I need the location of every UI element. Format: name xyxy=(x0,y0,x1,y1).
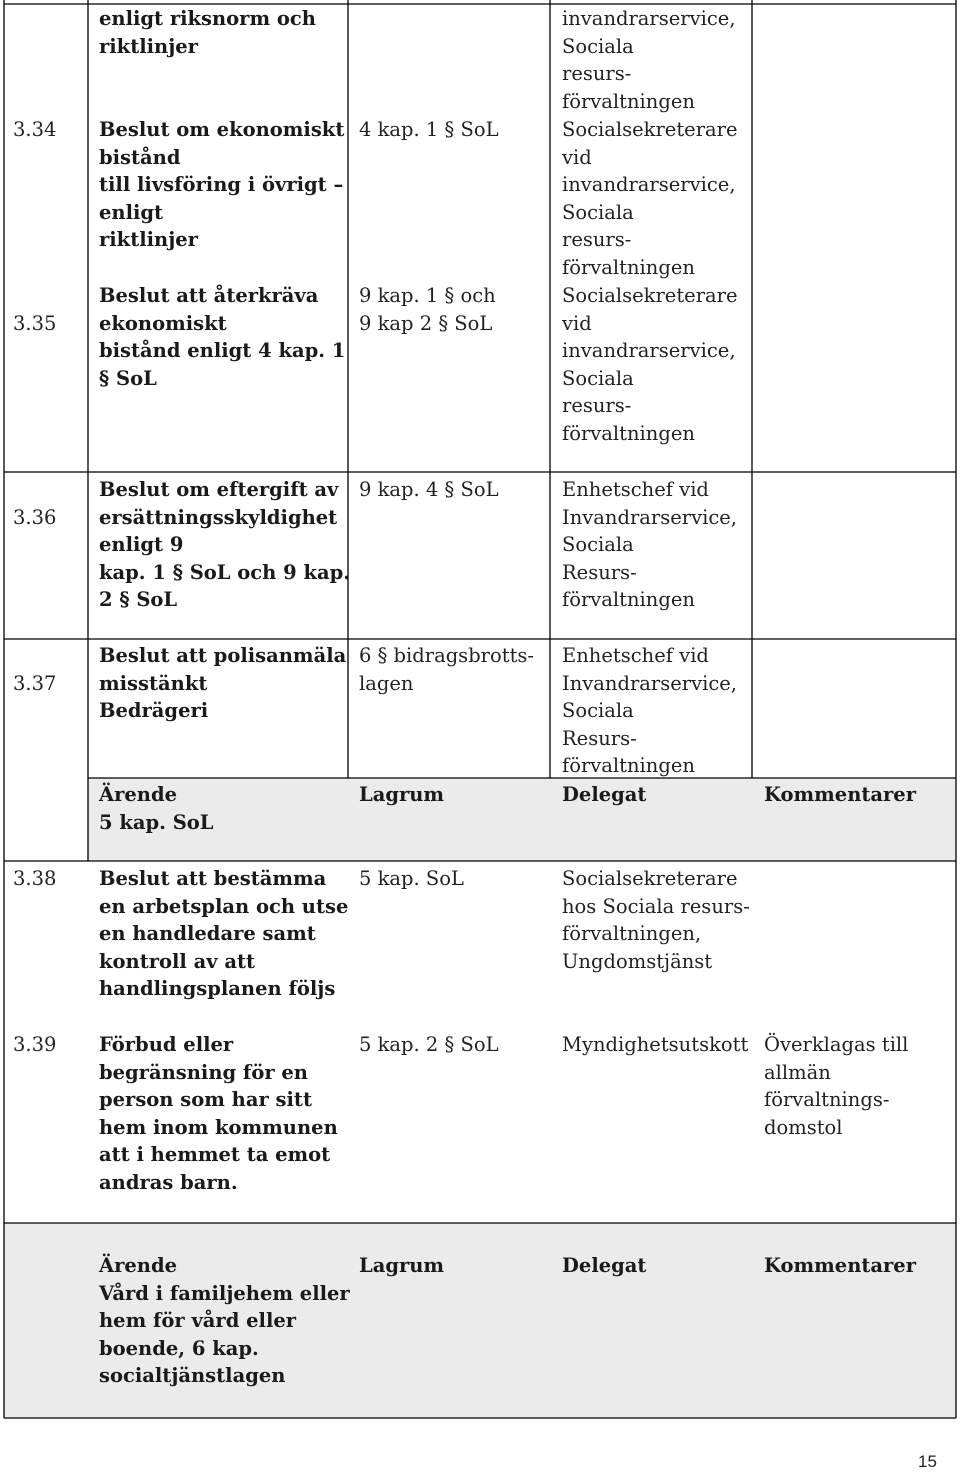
row-6-kommentarer: Överklagas till allmän förvaltnings- domstol xyxy=(764,1033,909,1139)
row-5-delegat: Socialsekreterare hos Sociala resurs- förvaltningen, Ungdomstjänst xyxy=(562,867,750,973)
header-6kap-delegat: Delegat xyxy=(562,1254,647,1277)
row-2-lagrum: 9 kap. 1 § och 9 kap 2 § SoL xyxy=(359,284,496,335)
row-6-arende: Förbud eller begränsning för en person som har sitt hem inom kommunen att i hemmet ta emot andras barn. xyxy=(99,1033,338,1194)
header-6kap-kommentarer: Kommentarer xyxy=(764,1254,916,1277)
header-6kap-lagrum: Lagrum xyxy=(359,1254,445,1277)
header-5kap-kommentarer: Kommentarer xyxy=(764,783,916,806)
row-4-delegat: Enhetschef vid Invandrarservice, Sociala Resurs- förvaltningen xyxy=(562,644,737,778)
header-6kap-arende: Ärende Vård i familjehem eller hem för vård eller boende, 6 kap. socialtjänstlagen xyxy=(99,1254,350,1388)
row-5-arende: Beslut att bestämma en arbetsplan och utse en handledare samt kontroll av att handlingsplanen följs xyxy=(99,867,349,1001)
row-2-number: 3.35 xyxy=(13,312,57,335)
row-6-delegat: Myndighetsutskott xyxy=(562,1033,749,1056)
row-1-delegat: Socialsekreterare vid invandrarservice, Sociala resurs- förvaltningen xyxy=(562,118,738,279)
row-1-lagrum: 4 kap. 1 § SoL xyxy=(359,118,499,141)
row-2-arende: Beslut att återkräva ekonomiskt bistånd enligt 4 kap. 1 § SoL xyxy=(99,284,346,390)
header-5kap-delegat: Delegat xyxy=(562,783,647,806)
row-3-number: 3.36 xyxy=(13,506,57,529)
row-0-arende: enligt riksnorm och riktlinjer xyxy=(99,7,316,58)
row-2-delegat: Socialsekreterare vid invandrarservice, Sociala resurs- förvaltningen xyxy=(562,284,738,445)
row-3-lagrum: 9 kap. 4 § SoL xyxy=(359,478,499,501)
page-number: 15 xyxy=(918,1452,937,1471)
header-5kap-lagrum: Lagrum xyxy=(359,783,445,806)
row-3-arende: Beslut om eftergift av ersättningsskyldighet enligt 9 kap. 1 § SoL och 9 kap. 2 § SoL xyxy=(99,478,351,612)
row-4-number: 3.37 xyxy=(13,672,57,695)
row-1-arende: Beslut om ekonomiskt bistånd till livsföring i övrigt – enligt riktlinjer xyxy=(99,118,345,252)
row-1-number: 3.34 xyxy=(13,118,57,141)
row-4-lagrum: 6 § bidragsbrotts- lagen xyxy=(359,644,535,695)
row-4-arende: Beslut att polisanmäla misstänkt Bedrägeri xyxy=(99,644,347,723)
row-3-delegat: Enhetschef vid Invandrarservice, Sociala Resurs- förvaltningen xyxy=(562,478,737,612)
row-0-delegat: invandrarservice, Sociala resurs- förvaltningen xyxy=(562,7,736,113)
header-5kap-arende: Ärende 5 kap. SoL xyxy=(99,783,214,834)
row-6-lagrum: 5 kap. 2 § SoL xyxy=(359,1033,499,1056)
row-5-lagrum: 5 kap. SoL xyxy=(359,867,464,890)
row-5-number: 3.38 xyxy=(13,867,57,890)
row-6-number: 3.39 xyxy=(13,1033,57,1056)
